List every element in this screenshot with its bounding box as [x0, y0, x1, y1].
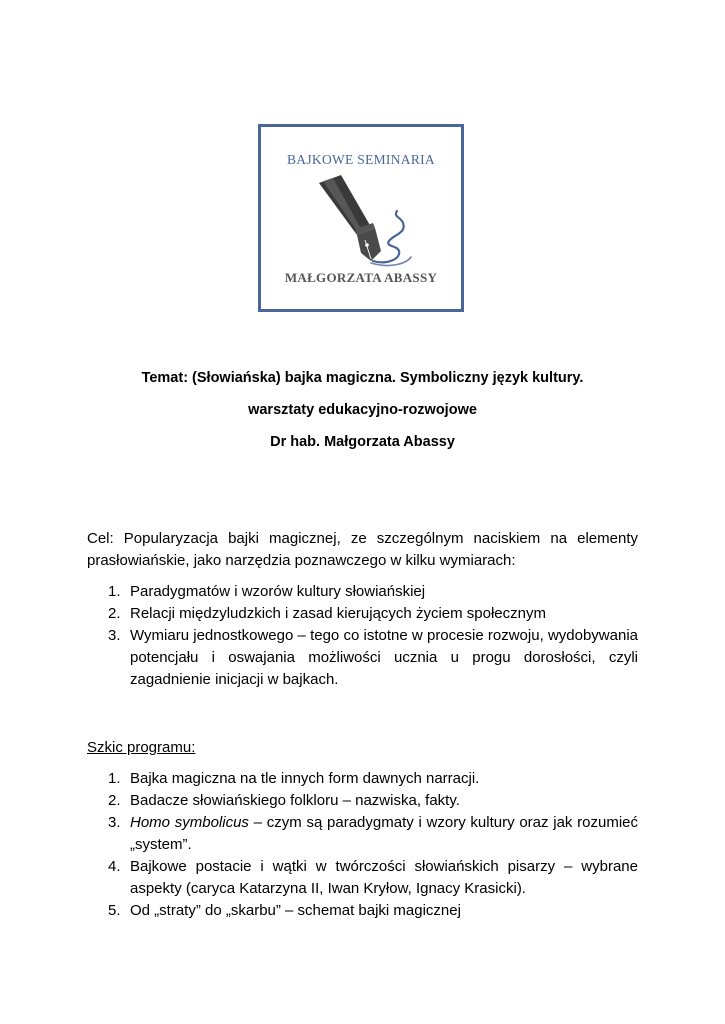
list-item-number: 3. — [108, 627, 121, 644]
list-item-number: 3. — [108, 814, 121, 831]
list-item-number: 1. — [108, 583, 121, 600]
topic-heading: Temat: (Słowiańska) bajka magiczna. Symboliczny język kultury. — [141, 370, 584, 386]
list-item-number: 4. — [108, 858, 121, 875]
list-item — [87, 900, 638, 922]
list-item — [87, 790, 638, 812]
list-item-text: Wymiaru jednostkowego – tego co istotne w procesie rozwoju, wydobywania potencjału i oswajania możliwości ucznia u progu dorosłości, czyli zagadnienie inicjacji w bajkach. — [130, 627, 638, 688]
list-item — [87, 768, 638, 790]
logo — [258, 124, 464, 312]
list-item-text: Bajkowe postacie i wątki w twórczości słowiańskich pisarzy – wybrane aspekty (caryca Katarzyna II, Iwan Kryłow, Ignacy Krasicki). — [130, 858, 638, 897]
list-item-text: Relacji międzyludzkich i zasad kierujących życiem społecznym — [130, 605, 546, 622]
list-item — [87, 856, 638, 900]
list-item — [87, 625, 638, 691]
list-item-number: 2. — [108, 792, 121, 809]
goal-paragraph: Cel: Popularyzacja bajki magicznej, ze szczególnym naciskiem na elementy prasłowiańskie, jako narzędzia poznawczego w kilku wymiarach: — [87, 530, 638, 569]
list-item — [87, 603, 638, 625]
logo-top-text: BAJKOWE SEMINARIA — [287, 152, 435, 167]
program-list — [87, 768, 638, 922]
list-item-number: 1. — [108, 770, 121, 787]
list-item — [87, 812, 638, 856]
logo-bottom-text: MAŁGORZATA ABASSY — [284, 270, 438, 285]
list-item-text: Badacze słowiańskiego folkloru – nazwiska, fakty. — [130, 792, 460, 809]
list-item-number: 2. — [108, 605, 121, 622]
logo-graphic — [261, 127, 461, 309]
list-item-number: 5. — [108, 902, 121, 919]
program-heading: Szkic programu: — [87, 739, 196, 756]
list-item-text: – czym są paradygmaty i wzory kultury oraz jak rozumieć „system”. — [130, 814, 639, 853]
author-heading: Dr hab. Małgorzata Abassy — [270, 434, 455, 450]
list-item — [87, 581, 638, 603]
list-item-italic-term: Homo symbolicus — [130, 814, 249, 831]
list-item-text: Bajka magiczna na tle innych form dawnych narracji. — [130, 770, 480, 787]
subtitle-heading: warsztaty edukacyjno-rozwojowe — [248, 402, 477, 418]
fountain-pen-icon — [319, 175, 411, 265]
goal-list — [87, 581, 638, 691]
list-item-text: Od „straty” do „skarbu” – schemat bajki magicznej — [130, 902, 461, 919]
list-item-text-wrapper — [130, 812, 638, 856]
list-item-text: Paradygmatów i wzorów kultury słowiańskiej — [130, 583, 426, 600]
